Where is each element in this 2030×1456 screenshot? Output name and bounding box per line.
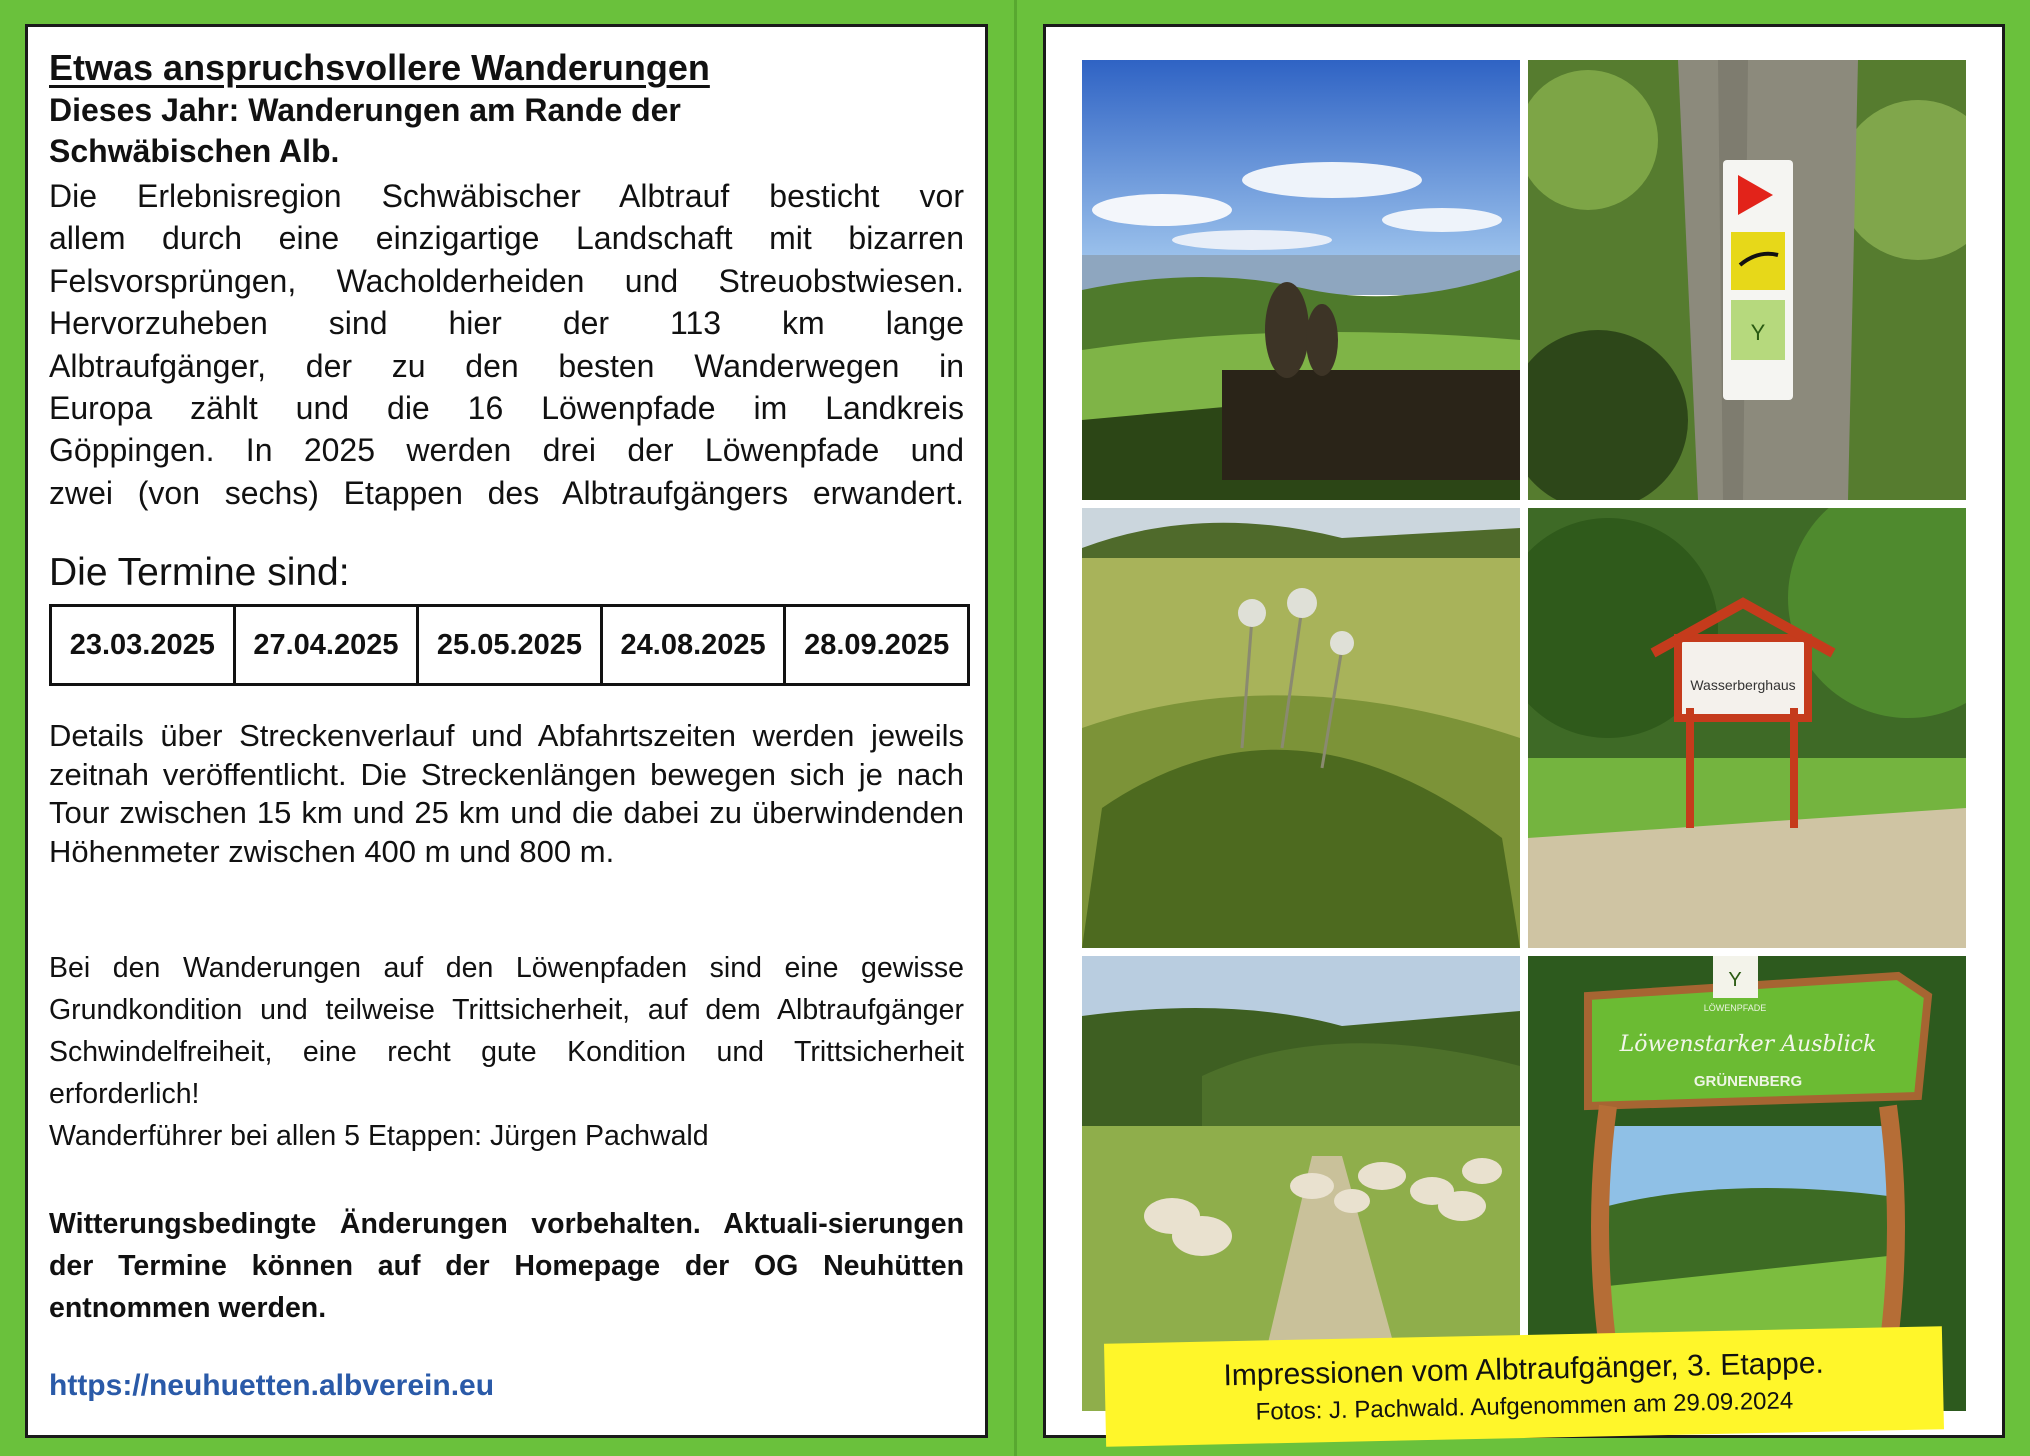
svg-text:Y: Y xyxy=(1750,320,1766,345)
intro-line: Europa zählt und die 16 Löwenpfade im Landkreis xyxy=(49,390,964,427)
sign-loewenpfade: LÖWENPFADE xyxy=(1703,1003,1767,1013)
intro-line: Felsvorsprüngen, Wacholderheiden und Streuobstwiesen. xyxy=(49,262,964,299)
intro-paragraph xyxy=(49,175,964,514)
date-cell: 24.08.2025 xyxy=(603,607,787,683)
sign-place: GRÜNENBERG xyxy=(1693,1073,1803,1090)
notice-paragraph: Witterungsbedingte Änderungen vorbehalten. Aktuali-sierungen der Termine können auf der Homepage der OG Neuhütten entnommen werden. xyxy=(49,1208,964,1324)
sign-wasserberghaus: Wasserberghaus xyxy=(1690,677,1796,693)
intro-line: Göppingen. In 2025 werden drei der Löwenpfade und xyxy=(49,432,964,469)
photo-landscape-lions xyxy=(1082,60,1520,500)
photo-caption xyxy=(1104,1326,1944,1447)
photo-wasserberghaus-sign xyxy=(1528,508,1966,948)
photo-panel xyxy=(1043,24,2005,1438)
intro-line: Die Erlebnisregion Schwäbischer Albtrauf besticht vor xyxy=(49,178,964,214)
intro-line: Albtraufgänger, der zu den besten Wanderwegen in xyxy=(49,347,964,384)
date-cell: 27.04.2025 xyxy=(236,607,420,683)
requirements-block xyxy=(49,947,964,1157)
requirements-paragraph: Bei den Wanderungen auf den Löwenpfaden sind eine gewisse Grundkondition und teilweise Trittsicherheit, auf dem Albtraufgänger Schwindelfreiheit, eine recht gute Kondition und Trittsicherheit erforderlich! xyxy=(49,952,964,1110)
photo-thistle-meadow xyxy=(1082,508,1520,948)
dates-table xyxy=(49,604,970,686)
caption-credits: Fotos: J. Pachwald. Aufgenommen am 29.09.2024 xyxy=(1255,1386,1794,1426)
subtitle-line-1: Dieses Jahr: Wanderungen am Rande der xyxy=(49,92,681,128)
center-fold xyxy=(1014,0,1017,1456)
date-cell: 28.09.2025 xyxy=(804,628,950,661)
homepage-link[interactable]: https://neuhuetten.albverein.eu xyxy=(49,1369,495,1402)
intro-line: zwei (von sechs) Etappen des Albtraufgängers erwandert. xyxy=(49,474,964,511)
svg-text:Y: Y xyxy=(1728,969,1742,991)
date-cell: 25.05.2025 xyxy=(419,607,603,683)
intro-line: allem durch eine einzigartige Landschaft mit bizarren xyxy=(49,220,964,257)
subtitle-line-2: Schwäbischen Alb. xyxy=(49,133,340,169)
photo-trail-markers xyxy=(1528,60,1966,500)
intro-line: Hervorzuheben sind hier der 113 km lange xyxy=(49,305,964,342)
dates-heading: Die Termine sind: xyxy=(49,551,350,594)
details-paragraph: Details über Streckenverlauf und Abfahrtszeiten werden jeweils zeitnah veröffentlicht. Die Streckenlängen bewegen sich je nach Tour zwischen 15 km und 25 km und die dabei zu überwindenden Höhenmeter zwischen 400 m und 800 m. xyxy=(49,718,964,869)
date-cell: 23.03.2025 xyxy=(52,607,236,683)
guide-line: Wanderführer bei allen 5 Etappen: Jürgen Pachwald xyxy=(49,1120,709,1152)
page-subtitle xyxy=(49,90,964,172)
sign-ausblick: Löwenstarker Ausblick xyxy=(1619,1032,1877,1057)
caption-title: Impressionen vom Albtraufgänger, 3. Etappe. xyxy=(1223,1346,1825,1392)
text-panel xyxy=(25,24,988,1438)
page-title: Etwas anspruchsvollere Wanderungen xyxy=(49,47,710,88)
